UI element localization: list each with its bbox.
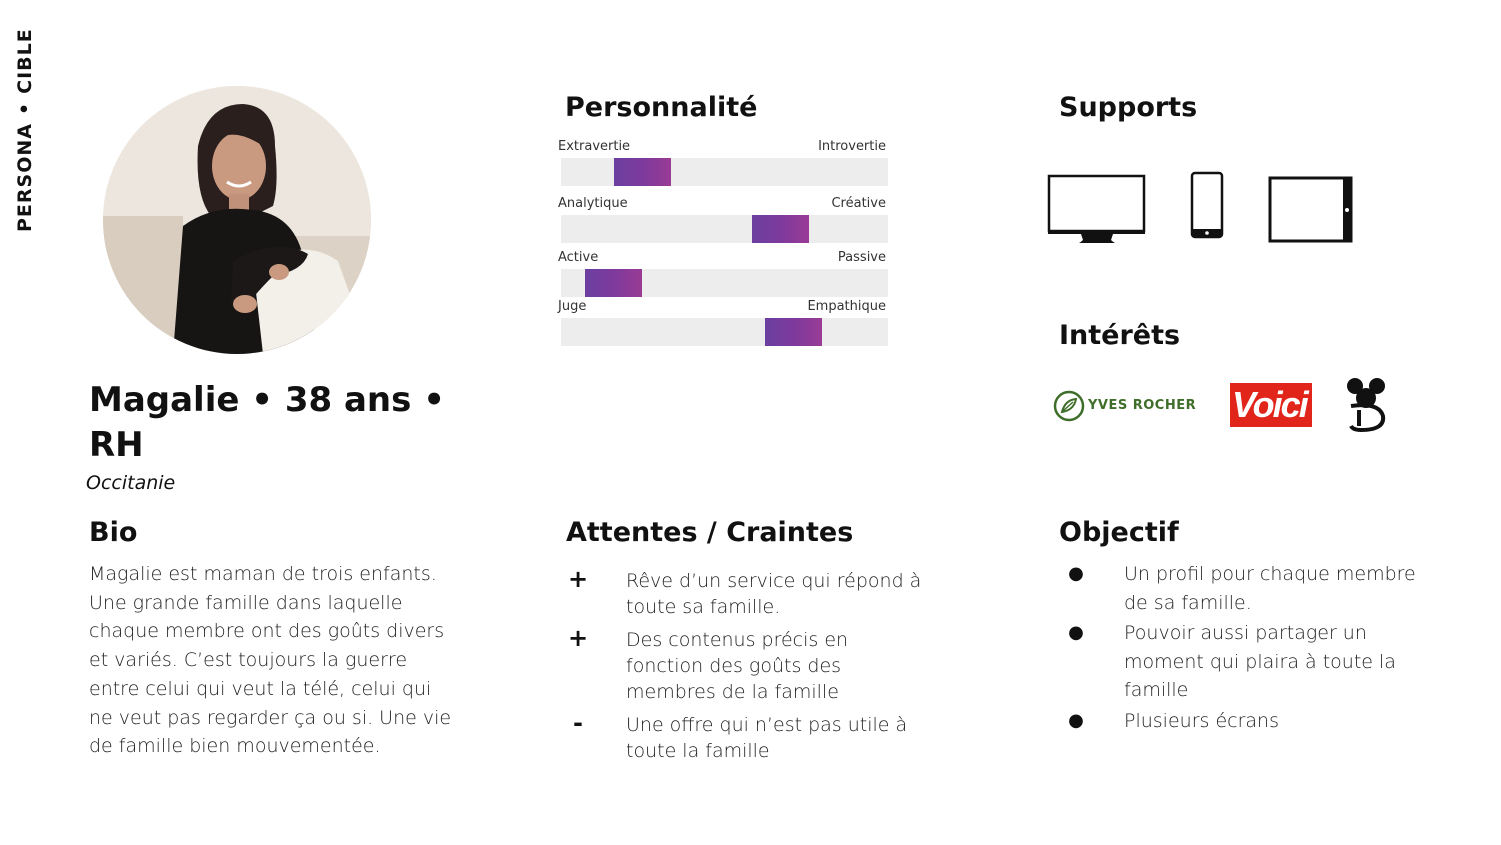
smartphone-icon xyxy=(1190,171,1224,239)
side-label-cible: CIBLE xyxy=(14,28,36,94)
trait-analytique xyxy=(558,196,888,246)
trait-juge xyxy=(558,299,888,349)
expectation-item xyxy=(566,565,926,620)
side-label xyxy=(14,28,36,232)
objective-item xyxy=(1064,560,1424,617)
objective-text: Plusieurs écrans xyxy=(1124,709,1279,732)
expectation-item xyxy=(566,624,926,705)
voici-wordmark: Voici xyxy=(1232,384,1307,425)
tablet-icon xyxy=(1268,176,1354,244)
interests-title: Intérêts xyxy=(1059,320,1181,351)
expectations-list xyxy=(566,565,926,771)
bullet-icon: ● xyxy=(1068,709,1084,731)
objective-list xyxy=(1064,560,1424,737)
objective-item xyxy=(1064,707,1424,736)
personality-title: Personnalité xyxy=(565,92,758,123)
trait-track xyxy=(561,269,888,297)
yves-rocher-logo xyxy=(1053,390,1213,422)
bio-text: Magalie est maman de trois enfants. Une grande famille dans laquelle chaque membre ont des goûts divers et variés. C’est toujours la guerre entre celui qui veut la télé, celui qui ne veut pas regarder ça ou si. Une vie de famille bien mouvementée. xyxy=(89,563,452,758)
persona-avatar xyxy=(103,86,371,354)
bullet-icon: ● xyxy=(1068,563,1084,584)
trait-right-label: Empathique xyxy=(807,299,886,314)
disney-plus-logo xyxy=(1343,376,1391,434)
expectation-text: Rêve d’un service qui répond à toute sa famille. xyxy=(626,570,922,618)
trait-active xyxy=(558,250,888,300)
plus-icon: + xyxy=(567,624,589,652)
expectations-title: Attentes / Craintes xyxy=(566,517,854,548)
trait-right-label: Introvertie xyxy=(818,139,886,154)
trait-left-label: Juge xyxy=(558,299,587,314)
persona-region: Occitanie xyxy=(86,472,176,494)
fear-text: Une offre qui n’est pas utile à toute la famille xyxy=(626,714,908,762)
trait-left-label: Analytique xyxy=(558,196,628,211)
expectation-text: Des contenus précis en fonction des goûts des membres de la famille xyxy=(626,629,849,703)
trait-indicator xyxy=(765,318,822,346)
trait-left-label: Extravertie xyxy=(558,139,631,154)
bio-title: Bio xyxy=(89,517,138,548)
yves-rocher-leaf-icon xyxy=(1053,390,1085,422)
objective-item xyxy=(1064,619,1424,705)
side-label-separator: • xyxy=(14,101,36,116)
yves-rocher-wordmark: YVES ROCHER xyxy=(1088,398,1197,413)
plus-icon: + xyxy=(567,565,589,593)
monitor-icon xyxy=(1047,174,1147,246)
trait-track xyxy=(561,318,888,346)
persona-name: Magalie • 38 ans • RH xyxy=(89,380,445,465)
trait-track xyxy=(561,215,888,243)
objective-title: Objectif xyxy=(1059,517,1179,548)
voici-logo xyxy=(1230,383,1312,427)
minus-icon: - xyxy=(573,709,583,737)
bullet-icon: ● xyxy=(1068,622,1084,643)
objective-text: Pouvoir aussi partager un moment qui plaira à toute la famille xyxy=(1124,622,1396,701)
trait-extraversion xyxy=(558,139,888,189)
persona-photo xyxy=(103,86,371,354)
side-label-persona: PERSONA xyxy=(14,123,36,232)
supports-title: Supports xyxy=(1059,92,1198,123)
trait-right-label: Créative xyxy=(831,196,886,211)
fear-item xyxy=(566,709,926,764)
disney-mickey-icon xyxy=(1343,376,1391,434)
trait-indicator xyxy=(585,269,642,297)
trait-left-label: Active xyxy=(558,250,599,265)
trait-indicator xyxy=(752,215,809,243)
trait-right-label: Passive xyxy=(837,250,886,265)
objective-text: Un profil pour chaque membre de sa famille. xyxy=(1124,563,1416,614)
trait-track xyxy=(561,158,888,186)
trait-indicator xyxy=(614,158,671,186)
